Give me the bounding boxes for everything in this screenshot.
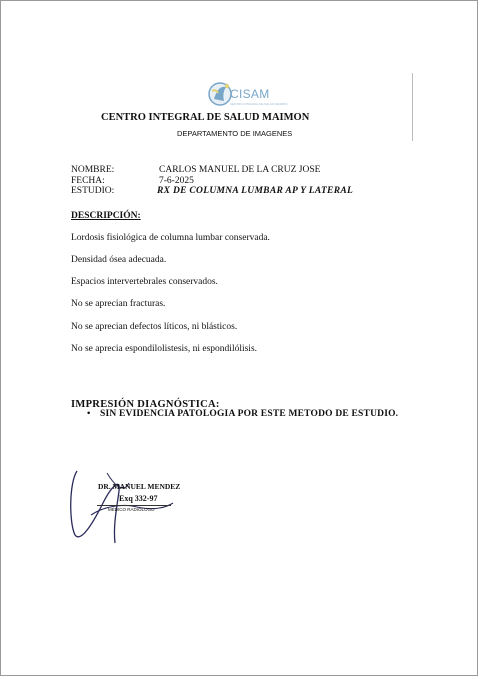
signature-line	[97, 505, 171, 506]
logo-subtitle: CENTRO INTEGRAL DE SALUD MAIMON	[230, 102, 288, 106]
study-value: RX DE COLUMNA LUMBAR AP Y LATERAL	[157, 186, 354, 196]
department-name: DEPARTAMENTO DE IMAGENES	[177, 129, 293, 138]
impression-title: IMPRESIÓN DIAGNÓSTICA:	[71, 399, 220, 410]
name-value: CARLOS MANUEL DE LA CRUZ JOSE	[159, 165, 321, 175]
finding-item: Espacios intervertebrales conservados.	[71, 277, 218, 287]
date-value: 7-6-2025	[159, 176, 194, 186]
doctor-role: MÉDICO RADIÓLOGO	[108, 507, 155, 512]
center-name: CENTRO INTEGRAL DE SALUD MAIMON	[101, 112, 310, 123]
study-label: ESTUDIO:	[71, 186, 115, 196]
date-label: FECHA:	[71, 176, 105, 186]
doctor-exequatur: Exq 332-97	[119, 494, 158, 503]
impression-text: SIN EVIDENCIA PATOLOGIA POR ESTE METODO DE ESTUDIO.	[100, 409, 399, 419]
finding-item: No se aprecia espondilolistesis, ni espondilólisis.	[71, 344, 258, 354]
finding-item: No se aprecian fracturas.	[71, 299, 166, 309]
logo-text: CISAM	[230, 87, 270, 101]
bullet-icon: •	[87, 409, 91, 419]
header-divider	[412, 73, 413, 141]
description-title: DESCRIPCIÓN:	[71, 211, 141, 221]
finding-item: No se aprecian defectos líticos, ni blásticos.	[71, 322, 238, 332]
finding-item: Densidad ósea adecuada.	[71, 255, 167, 265]
finding-item: Lordosis fisiológica de columna lumbar conservada.	[71, 233, 270, 243]
name-label: NOMBRE:	[71, 165, 115, 175]
doctor-name: DR. MANUEL MENDEZ	[98, 482, 181, 491]
